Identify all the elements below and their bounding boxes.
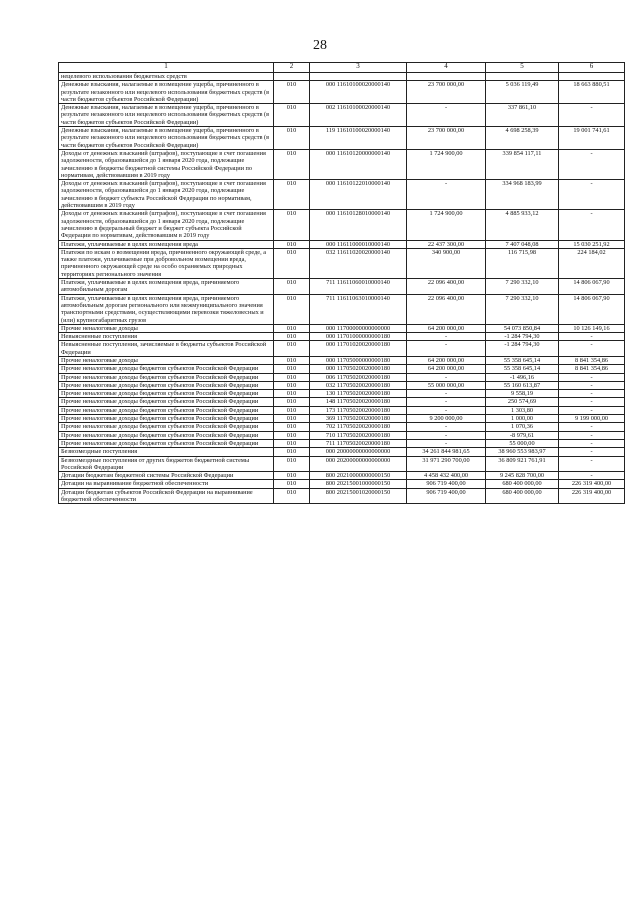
cell-fact: 55 000,00 [486,439,559,447]
cell-diff: - [559,472,625,480]
cell-name: Денежные взыскания, налагаемые в возмещение ущерба, причиненного в результате незаконного или нецелевого использования бюджетных средств (в части бюджетов субъектов Российской Федерации) [59,104,274,127]
cell-code: 010 [274,294,310,324]
cell-kbk: 000 11610122010000140 [310,180,407,210]
cell-name: Прочие неналоговые доходы [59,324,274,332]
cell-fact: 9 558,19 [486,390,559,398]
cell-name: Платежи, уплачиваемые в целях возмещения вреда, причиняемого автомобильным дорогам регионального или межмуниципального значения транспортными средствами, осуществляющими перевозки тяжеловесных и (или) крупногабаритных грузов [59,294,274,324]
cell-name: Прочие неналоговые доходы бюджетов субъектов Российской Федерации [59,398,274,406]
cell-fact: 7 290 332,10 [486,279,559,295]
cell-code: 010 [274,240,310,248]
cell-fact: 250 574,69 [486,398,559,406]
cell-plan: 55 000 000,00 [407,381,486,389]
cell-plan: 1 724 900,00 [407,149,486,179]
cell-plan: 22 437 300,00 [407,240,486,248]
cell-diff: 226 319 400,00 [559,488,625,504]
cell-code: 010 [274,341,310,357]
cell-kbk: 000 11701000000000180 [310,333,407,341]
table-row [59,294,625,324]
cell-kbk: 000 11705000000000180 [310,356,407,364]
cell-kbk [310,73,407,81]
table-row [59,423,625,431]
table-row [59,324,625,332]
cell-diff: - [559,448,625,456]
cell-name: Платежи, уплачиваемые в целях возмещения вреда [59,240,274,248]
cell-fact: 334 968 183,99 [486,180,559,210]
cell-diff: 15 030 251,92 [559,240,625,248]
cell-name: Безвозмездные поступления от других бюджетов бюджетной системы Российской Федерации [59,456,274,472]
table-row [59,365,625,373]
cell-kbk: 702 11705020020000180 [310,423,407,431]
cell-kbk: 000 20000000000000000 [310,448,407,456]
cell-plan: - [407,398,486,406]
cell-kbk: 711 11611063010000140 [310,294,407,324]
cell-name: Платежи по искам о возмещении вреда, причиненного окружающей среде, а также платежи, уплачиваемые при добровольном возмещении вреда, причиненного окружающей среде на особо охраняемых природных территориях регионального значения [59,248,274,278]
table-row [59,210,625,240]
cell-code: 010 [274,448,310,456]
table-row [59,73,625,81]
cell-name: Доходы от денежных взысканий (штрафов), поступающие в счет погашения задолженности, образовавшейся до 1 января 2020 года, подлежащие зачислению в бюджеты бюджетной системы Российской Федерации по нормативам, действовавшим в 2019 году [59,149,274,179]
cell-name: Прочие неналоговые доходы бюджетов субъектов Российской Федерации [59,415,274,423]
cell-code: 010 [274,373,310,381]
cell-name: Платежи, уплачиваемые в целях возмещения вреда, причиняемого автомобильным дорогам [59,279,274,295]
cell-plan: 9 200 000,00 [407,415,486,423]
cell-plan: 340 900,00 [407,248,486,278]
table-row [59,431,625,439]
cell-name: Прочие неналоговые доходы бюджетов субъектов Российской Федерации [59,381,274,389]
cell-kbk: 173 11705020020000180 [310,406,407,414]
cell-diff: 224 184,02 [559,248,625,278]
cell-diff: - [559,423,625,431]
cell-kbk: 000 11700000000000000 [310,324,407,332]
cell-plan: - [407,341,486,357]
cell-fact: 1 303,80 [486,406,559,414]
cell-kbk: 000 11705020020000180 [310,365,407,373]
cell-diff: 9 199 000,00 [559,415,625,423]
table-row [59,341,625,357]
cell-name: Прочие неналоговые доходы бюджетов субъектов Российской Федерации [59,431,274,439]
cell-plan: 906 719 400,00 [407,488,486,504]
table-row [59,240,625,248]
cell-kbk: 000 20200000000000000 [310,456,407,472]
cell-code: 010 [274,210,310,240]
cell-kbk: 000 11610120000000140 [310,149,407,179]
cell-fact: 55 358 645,14 [486,356,559,364]
cell-code: 010 [274,180,310,210]
cell-code: 010 [274,381,310,389]
cell-kbk: 148 11705020020000180 [310,398,407,406]
cell-diff: - [559,373,625,381]
table-row [59,488,625,504]
cell-code: 010 [274,248,310,278]
column-header: 3 [310,63,407,73]
table-row [59,480,625,488]
cell-plan: - [407,373,486,381]
cell-diff: 14 806 067,90 [559,279,625,295]
table-row [59,279,625,295]
table-row [59,149,625,179]
column-header: 2 [274,63,310,73]
column-header: 4 [407,63,486,73]
cell-code: 010 [274,480,310,488]
cell-diff: 8 841 354,86 [559,365,625,373]
cell-diff: - [559,406,625,414]
cell-code: 010 [274,81,310,104]
cell-code: 010 [274,390,310,398]
cell-kbk: 130 11705020020000180 [310,390,407,398]
cell-fact: 339 854 117,11 [486,149,559,179]
cell-name: Денежные взыскания, налагаемые в возмещение ущерба, причиненного в результате незаконного или нецелевого использования бюджетных средств (в части бюджетов субъектов Российской Федерации) [59,127,274,150]
table-row [59,180,625,210]
cell-name: Прочие неналоговые доходы бюджетов субъектов Российской Федерации [59,373,274,381]
table-row [59,448,625,456]
cell-fact: 55 160 613,87 [486,381,559,389]
cell-plan: - [407,423,486,431]
cell-fact: 38 960 553 983,97 [486,448,559,456]
column-header: 5 [486,63,559,73]
cell-kbk: 000 11611000010000140 [310,240,407,248]
cell-plan: 23 700 000,00 [407,81,486,104]
cell-plan: 906 719 400,00 [407,480,486,488]
cell-diff: - [559,333,625,341]
cell-code: 010 [274,472,310,480]
cell-fact: -1 496,16 [486,373,559,381]
cell-fact: 680 400 000,00 [486,480,559,488]
table-row [59,472,625,480]
cell-plan: 31 971 290 700,00 [407,456,486,472]
cell-plan: 1 724 900,00 [407,210,486,240]
cell-code: 010 [274,324,310,332]
cell-fact: 9 245 828 700,00 [486,472,559,480]
cell-name: Денежные взыскания, налагаемые в возмещение ущерба, причиненного в результате незаконного или нецелевого использования бюджетных средств (в части бюджетов субъектов Российской Федерации) [59,81,274,104]
cell-fact: -1 284 794,30 [486,333,559,341]
table-row [59,381,625,389]
cell-name: Прочие неналоговые доходы бюджетов субъектов Российской Федерации [59,439,274,447]
cell-plan: - [407,104,486,127]
cell-name: Прочие неналоговые доходы бюджетов субъектов Российской Федерации [59,390,274,398]
cell-plan: 22 096 400,00 [407,279,486,295]
cell-name: Дотации бюджетам бюджетной системы Российской Федерации [59,472,274,480]
cell-diff: - [559,431,625,439]
cell-plan: - [407,180,486,210]
cell-fact: 54 073 850,84 [486,324,559,332]
cell-diff: - [559,341,625,357]
cell-diff: - [559,180,625,210]
table-header-row [59,63,625,73]
cell-diff: - [559,390,625,398]
cell-kbk: 800 20215001000000150 [310,480,407,488]
cell-diff: - [559,439,625,447]
table-row [59,456,625,472]
column-header: 6 [559,63,625,73]
cell-kbk: 800 20215001020000150 [310,488,407,504]
cell-name: Прочие неналоговые доходы [59,356,274,364]
cell-plan: 23 700 000,00 [407,127,486,150]
cell-name: Доходы от денежных взысканий (штрафов), поступающие в счет погашения задолженности, образовавшейся до 1 января 2020 года, подлежащие зачислению в федеральный бюджет и бюджет субъекта Российской Федерации по нормативам, действовавшим в 2019 году [59,210,274,240]
cell-plan: 64 200 000,00 [407,356,486,364]
cell-diff: 10 126 149,16 [559,324,625,332]
cell-kbk: 032 11705020020000180 [310,381,407,389]
cell-fact: 1 000,00 [486,415,559,423]
cell-name: Дотации на выравнивание бюджетной обеспеченности [59,480,274,488]
cell-diff: 8 841 354,86 [559,356,625,364]
cell-kbk: 119 11610100020000140 [310,127,407,150]
cell-diff: - [559,381,625,389]
cell-plan: 34 261 844 981,65 [407,448,486,456]
cell-plan: - [407,431,486,439]
cell-plan: 64 200 000,00 [407,324,486,332]
cell-code: 010 [274,279,310,295]
cell-name: Прочие неналоговые доходы бюджетов субъектов Российской Федерации [59,365,274,373]
table-row [59,373,625,381]
cell-name: Дотации бюджетам субъектов Российской Федерации на выравнивание бюджетной обеспеченности [59,488,274,504]
table-row [59,406,625,414]
cell-plan: - [407,406,486,414]
cell-diff: - [559,398,625,406]
cell-kbk: 000 11610100020000140 [310,81,407,104]
cell-fact: 4 885 933,12 [486,210,559,240]
cell-kbk: 000 11610128010000140 [310,210,407,240]
cell-code: 010 [274,406,310,414]
cell-kbk: 711 11705020020000180 [310,439,407,447]
page-number: 28 [313,38,327,53]
cell-fact: 680 400 000,00 [486,488,559,504]
table-row [59,356,625,364]
cell-name: Невыясненные поступления, зачисляемые в бюджеты субъектов Российской Федерации [59,341,274,357]
cell-kbk: 711 11611060010000140 [310,279,407,295]
cell-fact: -8 979,61 [486,431,559,439]
table-row [59,127,625,150]
table-row [59,415,625,423]
cell-name: Прочие неналоговые доходы бюджетов субъектов Российской Федерации [59,406,274,414]
table-row [59,248,625,278]
cell-code: 010 [274,149,310,179]
cell-kbk: 000 11701020020000180 [310,341,407,357]
cell-diff: 226 319 400,00 [559,480,625,488]
cell-name: Безвозмездные поступления [59,448,274,456]
table-row [59,81,625,104]
table-body [59,73,625,504]
cell-plan: - [407,390,486,398]
cell-code: 010 [274,333,310,341]
cell-fact: 337 861,10 [486,104,559,127]
cell-plan: 4 458 432 400,00 [407,472,486,480]
cell-code: 010 [274,456,310,472]
column-header: 1 [59,63,274,73]
cell-code [274,73,310,81]
cell-plan: 22 096 400,00 [407,294,486,324]
cell-code: 010 [274,423,310,431]
cell-code: 010 [274,356,310,364]
cell-code: 010 [274,439,310,447]
cell-diff [559,73,625,81]
cell-name: нецелевого использования бюджетных средств [59,73,274,81]
cell-kbk: 032 11611020020000140 [310,248,407,278]
table-row [59,439,625,447]
cell-plan: 64 200 000,00 [407,365,486,373]
cell-diff: 14 806 067,90 [559,294,625,324]
table-row [59,390,625,398]
cell-fact [486,73,559,81]
cell-fact: 4 698 258,39 [486,127,559,150]
cell-kbk: 006 11705020020000180 [310,373,407,381]
cell-diff: - [559,104,625,127]
cell-kbk: 710 11705020020000180 [310,431,407,439]
cell-code: 010 [274,104,310,127]
cell-plan [407,73,486,81]
cell-code: 010 [274,127,310,150]
cell-fact: 7 407 048,08 [486,240,559,248]
cell-name: Невыясненные поступления [59,333,274,341]
cell-diff: - [559,210,625,240]
cell-fact: 116 715,98 [486,248,559,278]
cell-code: 010 [274,431,310,439]
cell-kbk: 369 11705020020000180 [310,415,407,423]
cell-diff: - [559,149,625,179]
cell-code: 010 [274,415,310,423]
table-row [59,333,625,341]
cell-plan: - [407,333,486,341]
cell-diff: - [559,456,625,472]
cell-code: 010 [274,365,310,373]
cell-fact: 1 070,36 [486,423,559,431]
cell-fact: -1 284 794,30 [486,341,559,357]
cell-diff: 18 663 880,51 [559,81,625,104]
cell-fact: 7 290 332,10 [486,294,559,324]
cell-fact: 55 358 645,14 [486,365,559,373]
cell-diff: 19 001 741,61 [559,127,625,150]
cell-name: Прочие неналоговые доходы бюджетов субъектов Российской Федерации [59,423,274,431]
cell-fact: 5 036 119,49 [486,81,559,104]
cell-plan: - [407,439,486,447]
cell-code: 010 [274,398,310,406]
cell-kbk: 800 20210000000000150 [310,472,407,480]
cell-code: 010 [274,488,310,504]
table-row [59,398,625,406]
table-row [59,104,625,127]
cell-name: Доходы от денежных взысканий (штрафов), поступающие в счет погашения задолженности, образовавшейся до 1 января 2020 года, подлежащие зачислению в бюджет субъекта Российской Федерации по нормативам, действовавшим в 2019 году [59,180,274,210]
budget-table [58,62,625,504]
cell-kbk: 002 11610100020000140 [310,104,407,127]
cell-fact: 36 809 921 761,91 [486,456,559,472]
